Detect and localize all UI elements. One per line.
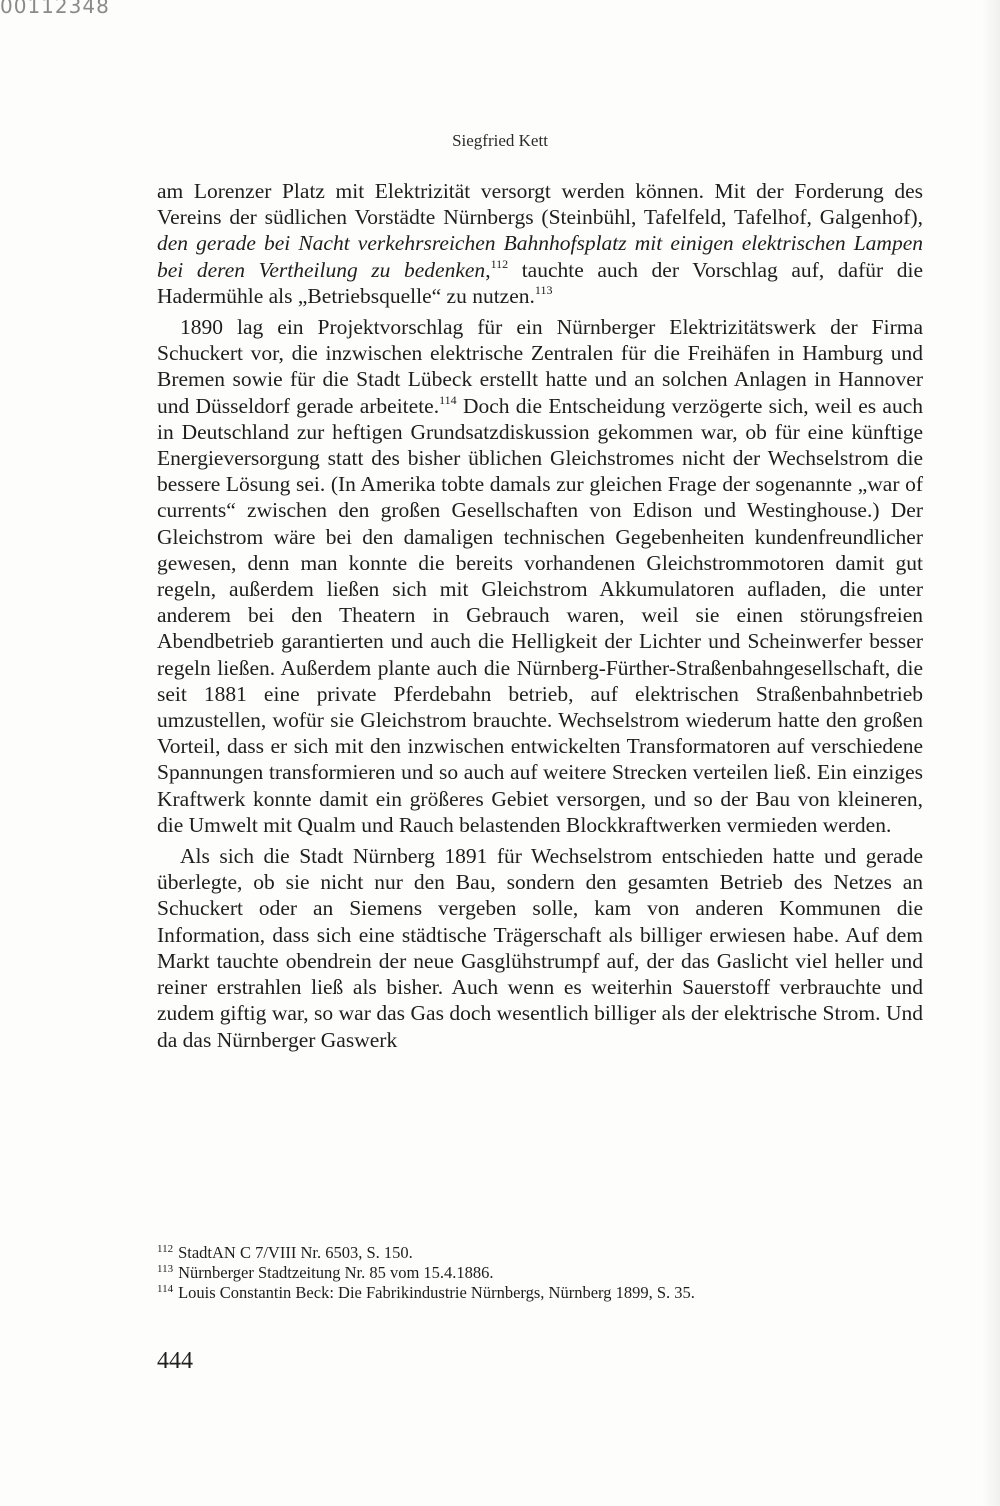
paragraph-text: tauchte auch der Vorschlag auf, dafür die Hadermühle als „Betriebsquelle“ zu nutzen. <box>157 257 923 308</box>
page-edge-shadow <box>982 0 1000 1506</box>
footnote-text: StadtAN C 7/VIII Nr. 6503, S. 150. <box>178 1243 413 1262</box>
page-number: 444 <box>157 1348 193 1374</box>
scan-stamp: 00112348 <box>0 0 110 18</box>
footnote <box>157 1263 923 1283</box>
paragraph <box>157 178 923 309</box>
paragraph-text: Als sich die Stadt Nürnberg 1891 für Wechselstrom entschieden hatte und gerade überlegte, ob sie nicht nur den Bau, sondern den gesamten Betrieb des Netzes an Schuckert oder an Siemens vergeben solle, kam von anderen Kommunen die Information, dass sich eine städtische Trägerschaft als billiger erwiesen habe. Auf dem Markt tauchte obendrein der neue Gasglühstrumpf auf, der das Gaslicht viel heller und reiner erstrahlen ließ als bisher. Auch wenn es weiterhin Sauerstoff verbrauchte und zudem giftig war, so war das Gas doch wesentlich billiger als der elektrische Strom. Und da das Nürnberger Gaswerk <box>157 844 923 1052</box>
paragraph <box>157 314 923 838</box>
footnote-text: Louis Constantin Beck: Die Fabrikindustrie Nürnbergs, Nürnberg 1899, S. 35. <box>178 1283 695 1302</box>
paragraph-text: Doch die Entscheidung verzögerte sich, weil es auch in Deutschland zur heftigen Grundsatzdiskussion gekommen war, ob für eine künftige Energieversorgung statt des bisher üblichen Gleichstromes nicht der Wechselstrom die bessere Lösung sei. (In Amerika tobte damals zur gleichen Frage der sogenannte „war of currents“ zwischen den großen Gesellschaften von Edison und Westinghouse.) Der Gleichstrom wäre bei den damaligen technischen Gegebenheiten kundenfreundlicher gewesen, denn man konnte die bereits vorhandenen Gleichstrommotoren damit gut regeln, außerdem ließen sich mit Gleichstrom Akkumulatoren aufladen, die unter anderem bei den Theatern in Gebrauch waren, weil sie einen störungsfreien Abendbetrieb garantierten und auch die Helligkeit der Lichter und Scheinwerfer besser regeln ließen. Außerdem plante auch die Nürnberg-Fürther-Straßenbahngesellschaft, die seit 1881 eine private Pferdebahn betrieb, auf elektrischen Straßenbahnbetrieb umzustellen, wofür sie Gleichstrom brauchte. Wechselstrom wiederum hatte den großen Vorteil, dass er sich mit den inzwischen entwickelten Transformatoren auf verschiedene Spannungen transformieren und so auch auf weitere Strecken verteilen ließ. Ein einziges Kraftwerk konnte damit ein größeres Gebiet versorgen, und so der Bau von kleineren, die Umwelt mit Qualm und Rauch belastenden Blockkraftwerken vermieden werden. <box>157 393 923 837</box>
paragraph <box>157 843 923 1053</box>
paragraph-text: , <box>485 257 491 282</box>
quoted-italic-text: den gerade bei Nacht verkehrsreichen Bahnhofsplatz mit einigen elektrischen Lampen bei deren Vertheilung zu bedenken <box>157 231 923 282</box>
footnote-number: 113 <box>157 1263 174 1275</box>
running-head: Siegfried Kett <box>452 131 548 150</box>
footnote <box>157 1243 923 1263</box>
footnote-ref: 113 <box>534 282 553 297</box>
footnote <box>157 1283 923 1303</box>
footnote-text: Nürnberger Stadtzeitung Nr. 85 vom 15.4.1886. <box>178 1263 494 1282</box>
paragraph-text: am Lorenzer Platz mit Elektrizität versorgt werden können. Mit der Forderung des Vereins der südlichen Vorstädte Nürnbergs (Steinbühl, Tafelfeld, Tafelhof, Galgenhof), <box>157 179 923 230</box>
footnotes <box>157 1243 923 1303</box>
body-text <box>157 178 923 1053</box>
paragraph-text: 1890 lag ein Projektvorschlag für ein Nürnberger Elektrizitätswerk der Firma Schuckert vor, die inzwischen elektrische Zentralen für die Freihäfen in Hamburg und Bremen sowie für die Stadt Lübeck erstellt hatte und an solchen Anlagen in Hannover und Düsseldorf gerade arbeitete. <box>157 315 923 418</box>
footnote-number: 112 <box>157 1243 174 1255</box>
footnote-ref: 112 <box>490 256 509 271</box>
footnote-number: 114 <box>157 1283 174 1295</box>
footnote-ref: 114 <box>439 392 457 407</box>
